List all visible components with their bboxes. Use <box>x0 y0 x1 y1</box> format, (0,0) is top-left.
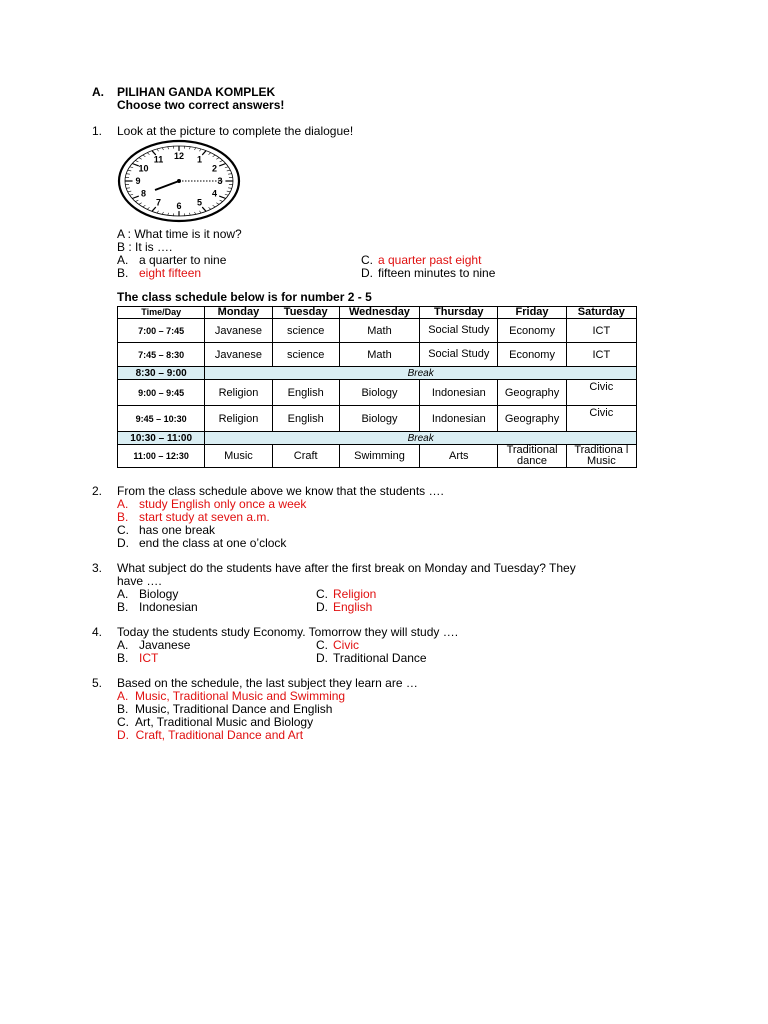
option-a-letter: A. <box>117 638 129 652</box>
time-cell: 9:45 – 10:30 <box>118 406 205 432</box>
table-cell: Math <box>339 319 419 343</box>
table-cell: science <box>272 343 339 367</box>
time-cell: 9:00 – 9:45 <box>118 380 205 406</box>
table-cell: Economy <box>498 319 566 343</box>
clock-number: 11 <box>153 154 164 165</box>
option-c-letter: C. <box>316 587 328 601</box>
header-cell: Wednesday <box>339 307 419 319</box>
table-cell: Indonesian <box>420 380 498 406</box>
clock-number: 7 <box>155 197 162 208</box>
table-cell: Javanese <box>205 343 272 367</box>
break-row <box>118 367 637 380</box>
clock-number: 6 <box>176 201 182 211</box>
time-cell: 11:00 – 12:30 <box>118 445 205 468</box>
option-d: English <box>333 600 373 614</box>
clock-number: 5 <box>196 197 203 208</box>
table-cell: science <box>272 319 339 343</box>
table-cell: Geography <box>498 380 566 406</box>
table-cell: Religion <box>205 380 272 406</box>
option-c: has one break <box>139 523 216 537</box>
table-row <box>118 380 637 406</box>
table-cell: Javanese <box>205 319 272 343</box>
question-number: 2. <box>92 484 103 498</box>
table-cell: Swimming <box>339 445 419 468</box>
table-cell: Music <box>205 445 272 468</box>
option-c-letter: C. <box>117 523 129 537</box>
question-prompt: What subject do the students have after the first break on Monday and Tuesday? They <box>117 561 576 575</box>
option-d: end the class at one o’clock <box>139 536 287 550</box>
break-cell: Break <box>205 367 637 380</box>
question-number: 3. <box>92 561 103 575</box>
table-cell: Biology <box>339 406 419 432</box>
table-cell: Geography <box>498 406 566 432</box>
question-prompt: From the class schedule above we know that the students …. <box>117 484 444 498</box>
clock-number: 8 <box>140 188 147 199</box>
question-number: 5. <box>92 676 103 690</box>
option-c: Civic <box>333 638 359 652</box>
clock-number: 2 <box>211 163 218 174</box>
option-b-letter: B. <box>117 651 129 665</box>
option-c-letter: C. <box>361 253 373 267</box>
option-a-letter: A. <box>117 587 129 601</box>
section-title: PILIHAN GANDA KOMPLEK <box>117 85 276 99</box>
option-b-letter: B. <box>117 266 129 280</box>
option-a-letter: A. <box>117 253 129 267</box>
option-d-letter: D. <box>117 536 129 550</box>
clock-number: 9 <box>135 176 141 186</box>
break-row <box>118 432 637 445</box>
break-cell: Break <box>205 432 637 445</box>
table-row <box>118 406 637 432</box>
question-prompt: Today the students study Economy. Tomorrow they will study …. <box>117 625 459 639</box>
clock-number: 3 <box>217 176 223 186</box>
clock-center <box>177 179 181 183</box>
option-a: Javanese <box>139 638 191 652</box>
table-cell: Social Study <box>420 319 498 343</box>
section-letter: A. <box>92 85 104 99</box>
option-c: C. Art, Traditional Music and Biology <box>117 715 314 729</box>
option-a: a quarter to nine <box>139 253 227 267</box>
option-a-letter: A. <box>117 497 129 511</box>
section-instruction: Choose two correct answers! <box>117 98 285 112</box>
schedule-heading: The class schedule below is for number 2 - 5 <box>117 290 372 304</box>
header-cell: Monday <box>205 307 272 319</box>
table-cell: English <box>272 406 339 432</box>
schedule-table <box>117 306 637 468</box>
table-cell: Social Study <box>420 343 498 367</box>
table-cell: Traditional dance <box>498 445 566 468</box>
time-cell: 7:45 – 8:30 <box>118 343 205 367</box>
header-cell: Friday <box>498 307 566 319</box>
option-b: B. Music, Traditional Dance and English <box>117 702 333 716</box>
option-b-letter: B. <box>117 600 129 614</box>
question-prompt-cont: have …. <box>117 574 162 588</box>
table-cell: ICT <box>566 319 636 343</box>
time-cell: 7:00 – 7:45 <box>118 319 205 343</box>
option-d: D. Craft, Traditional Dance and Art <box>117 728 304 742</box>
header-cell: Tuesday <box>272 307 339 319</box>
time-cell: 8:30 – 9:00 <box>118 367 205 380</box>
clock-number: 12 <box>173 151 185 161</box>
option-b: ICT <box>139 651 159 665</box>
option-c: a quarter past eight <box>378 253 482 267</box>
option-c-letter: C. <box>316 638 328 652</box>
table-cell: Civic <box>566 380 636 406</box>
clock-number: 1 <box>196 154 203 165</box>
option-d: fifteen minutes to nine <box>378 266 496 280</box>
table-cell: Indonesian <box>420 406 498 432</box>
table-cell: Biology <box>339 380 419 406</box>
question-number: 4. <box>92 625 103 639</box>
table-cell: Civic <box>566 406 636 432</box>
question-prompt: Look at the picture to complete the dialogue! <box>117 124 354 138</box>
option-d-letter: D. <box>316 651 328 665</box>
option-b: start study at seven a.m. <box>139 510 270 524</box>
table-cell: Math <box>339 343 419 367</box>
table-cell: Craft <box>272 445 339 468</box>
option-d: Traditional Dance <box>333 651 427 665</box>
time-cell: 10:30 – 11:00 <box>118 432 205 445</box>
clock-number: 10 <box>138 163 149 174</box>
table-header-row <box>118 307 637 319</box>
table-cell: Religion <box>205 406 272 432</box>
dialogue-line-a: A : What time is it now? <box>117 227 242 241</box>
table-cell: Arts <box>420 445 498 468</box>
table-cell: Traditiona l Music <box>566 445 636 468</box>
option-a: Biology <box>139 587 179 601</box>
header-cell: Time/Day <box>118 307 205 319</box>
option-b: eight fifteen <box>139 266 202 280</box>
question-number: 1. <box>92 124 103 138</box>
table-row <box>118 445 637 468</box>
table-cell: English <box>272 380 339 406</box>
option-a: study English only once a week <box>139 497 307 511</box>
table-cell: ICT <box>566 343 636 367</box>
option-b-letter: B. <box>117 510 129 524</box>
question-prompt: Based on the schedule, the last subject they learn are … <box>117 676 418 690</box>
option-a: A. Music, Traditional Music and Swimming <box>117 689 346 703</box>
clock-number: 4 <box>211 188 218 199</box>
table-cell: Economy <box>498 343 566 367</box>
option-d-letter: D. <box>361 266 373 280</box>
table-row <box>118 343 637 367</box>
clock-image <box>117 139 242 223</box>
table-row <box>118 319 637 343</box>
option-b: Indonesian <box>139 600 198 614</box>
option-d-letter: D. <box>316 600 328 614</box>
option-c: Religion <box>333 587 377 601</box>
dialogue-line-b: B : It is …. <box>117 240 173 254</box>
header-cell: Thursday <box>420 307 498 319</box>
header-cell: Saturday <box>566 307 636 319</box>
